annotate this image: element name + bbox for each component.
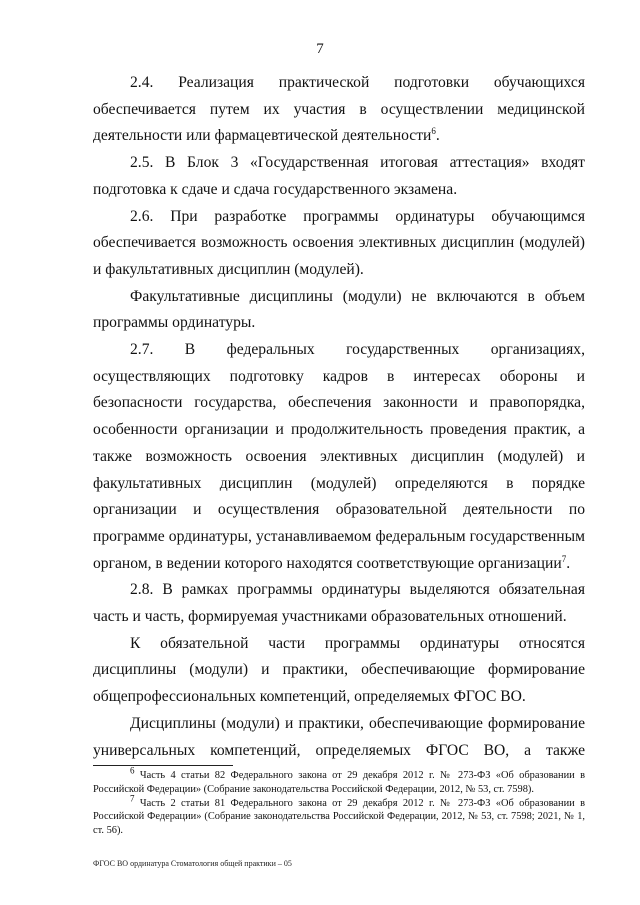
paragraph-text: 2.5. В Блок 3 «Государственная итоговая аттестация» входят подготовка к сдаче и сдача государственного экзамена. — [93, 154, 585, 198]
footnote-text: Часть 4 статьи 82 Федерального закона от 29 декабря 2012 г. № 273-ФЗ «Об образовании в Российской Федерации» (Собрание законодательства Российской Федерации, 2012, № 53, ст. 7598). — [93, 770, 585, 795]
paragraph-text: 2.7. В федеральных государственных организациях, осуществляющих подготовку кадров в интересах обороны и безопасности государства, обеспечения законности и правопорядка, особенности организации и продолжительность проведения практик, а также возможность освоения элективных дисциплин (модулей) и факультативных дисциплин (модулей) определяются в порядке организации и осуществления образовательной деятельности по программе ординатуры, устанавливаемом федеральным государственным органом, в ведении которого находятся соответствующие организации — [93, 341, 585, 572]
footnote-divider — [93, 765, 233, 766]
paragraph-text: 2.4. Реализация практической подготовки обучающихся обеспечивается путем их участия в осуществлении медицинской деятельности или фармацевтической деятельности — [93, 74, 585, 145]
footnote-number: 7 — [130, 793, 135, 804]
footnote-number: 6 — [130, 765, 135, 776]
paragraph-2-8 — [93, 577, 585, 630]
document-footer: ФГОС ВО ординатура Стоматология общей практики – 05 — [93, 859, 292, 868]
paragraph-2-7 — [93, 337, 585, 577]
paragraph-universal-competences — [93, 711, 585, 764]
paragraph-text: 2.8. В рамках программы ординатуры выделяются обязательная часть и часть, формируемая участниками образовательных отношений. — [93, 581, 585, 626]
footnotes — [93, 765, 585, 838]
footnote-ref: 6 — [431, 126, 436, 137]
paragraph-tail: . — [566, 554, 571, 572]
footnote-ref: 7 — [561, 553, 567, 564]
paragraph-mandatory-part — [93, 631, 585, 711]
paragraph-2-6 — [93, 204, 585, 284]
body-text — [93, 70, 585, 764]
paragraph-2-5 — [93, 150, 585, 203]
paragraph-text: К обязательной части программы ординатуры относятся дисциплины (модули) и практики, обеспечивающие формирование общепрофессиональных компетенций, определяемых ФГОС ВО. — [93, 634, 585, 706]
paragraph-text: Дисциплины (модули) и практики, обеспечивающие формирование универсальных компетенций, определяемых ФГОС ВО, а также — [93, 714, 585, 759]
footnote-text: Часть 2 статьи 81 Федерального закона от 29 декабря 2012 г. № 273-ФЗ «Об образовании в Российской Федерации» (Собрание законодательства Российской Федерации, 2012, № 53, ст. 7598; 2021, № 1, ст. 56). — [93, 797, 585, 837]
paragraph-text: 2.6. При разработке программы ординатуры обучающимся обеспечивается возможность освоения элективных дисциплин (модулей) и факультативных дисциплин (модулей). — [93, 207, 585, 278]
paragraph-facultative — [93, 284, 585, 337]
paragraph-2-4 — [93, 70, 585, 150]
paragraph-text: Факультативные дисциплины (модули) не включаются в объем программы ординатуры. — [93, 287, 585, 332]
paragraph-tail: . — [435, 127, 440, 145]
page-number: 7 — [316, 41, 324, 57]
footnote-6 — [93, 765, 585, 797]
footnote-7 — [93, 793, 585, 838]
